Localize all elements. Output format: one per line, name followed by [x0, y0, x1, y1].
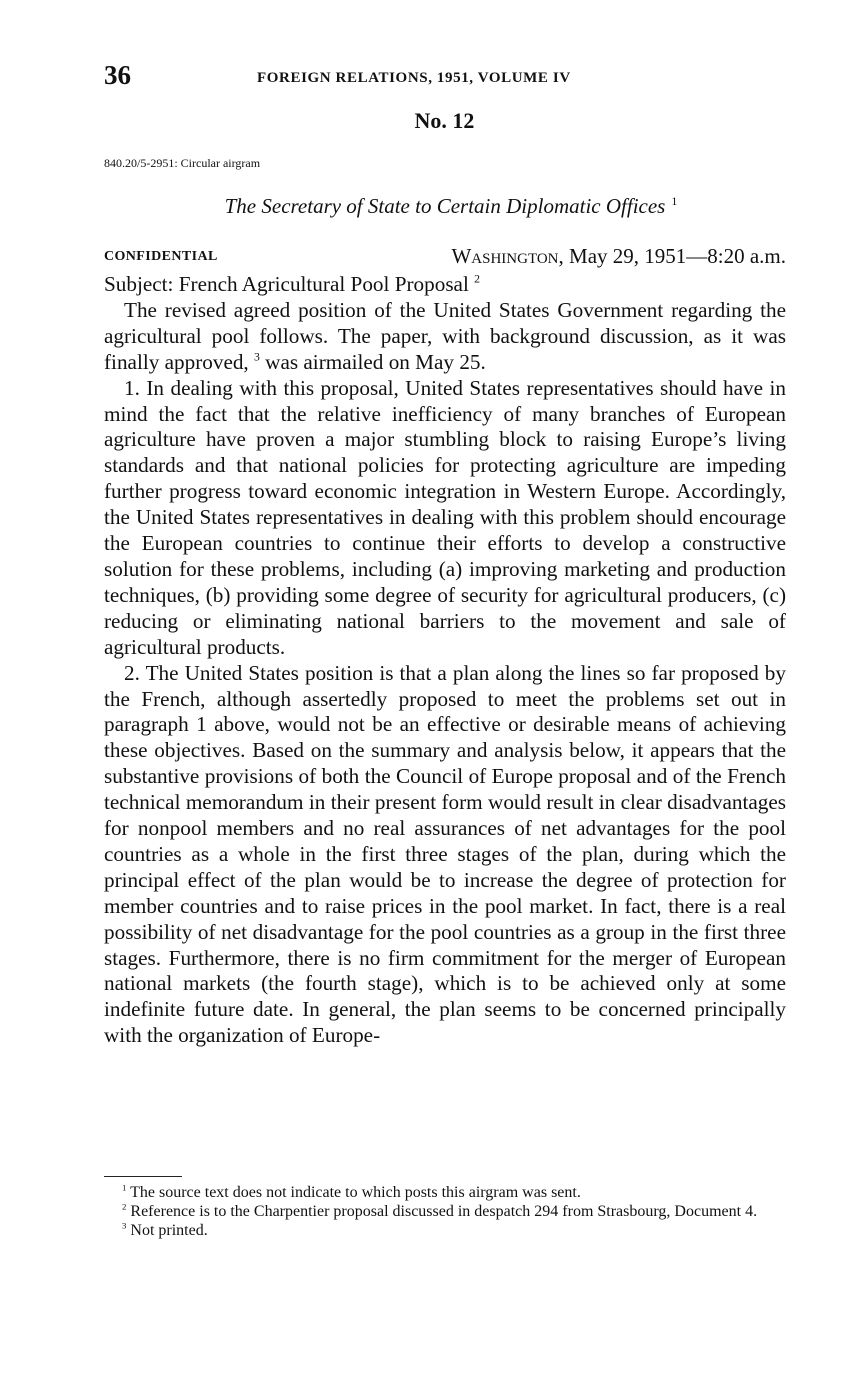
footnote-2-marker: 2 [122, 1201, 127, 1212]
footnote-1-marker: 1 [122, 1182, 127, 1193]
footnote-divider [104, 1176, 182, 1177]
page-header [104, 58, 786, 94]
dateline [451, 242, 786, 270]
subject-text: Subject: French Agricultural Pool Proposal [104, 272, 475, 296]
paragraph-1: 1. In dealing with this proposal, United States representatives should have in mind the fact that the relative inefficiency of many branches of European agriculture have proven a major stumbling block to raising Europe’s living standards and that national policies for protecting agriculture are impeding further progress toward economic integration in Western Europe. Accordingly, the United States representatives in dealing with this problem should encourage the European countries to continue their efforts to develop a constructive solution for these problems, including (a) improving marketing and production techniques, (b) providing some degree of security for agricultural producers, (c) reducing or eliminating national barriers to the movement and sale of agricultural products. [104, 375, 786, 659]
footnote-ref-1: 1 [671, 194, 678, 208]
page-number: 36 [104, 60, 131, 90]
document-title [104, 187, 786, 220]
intro-paragraph [104, 298, 786, 376]
footnote-1-text: The source text does not indicate to which posts this airgram was sent. [126, 1184, 581, 1201]
dateline-place: Washington, [451, 244, 564, 268]
footnote-2-text: Reference is to the Charpentier proposal discussed in despatch 294 from Strasbourg, Document 4. [126, 1203, 758, 1220]
subject-line [104, 272, 786, 298]
footnote-ref-2: 2 [474, 272, 480, 286]
footnote-3-text: Not printed. [126, 1222, 208, 1239]
body-text [104, 272, 786, 1049]
classification-label: CONFIDENTIAL [104, 249, 218, 264]
document-title-text: The Secretary of State to Certain Diplomatic Offices [224, 194, 666, 218]
file-reference: 840.20/5-2951: Circular airgram [104, 156, 261, 170]
running-head: FOREIGN RELATIONS, 1951, VOLUME IV [257, 70, 571, 86]
intro-text-part2: was airmailed on May 25. [259, 349, 486, 374]
footnotes [104, 1183, 786, 1240]
intro-text-part1: The revised agreed position of the United States Government regarding the agricultural pool follows. The paper, with background discussion, as it was finally approved, [104, 297, 786, 374]
dateline-date: May 29, 1951—8:20 a.m. [563, 244, 786, 268]
footnote-3 [104, 1221, 786, 1240]
footnote-ref-3: 3 [254, 349, 260, 363]
document-meta [104, 242, 786, 270]
paragraph-2: 2. The United States position is that a plan along the lines so far proposed by the French, although assertedly proposed to meet the problems set out in paragraph 1 above, would not be an effective or desirable means of achieving these objectives. Based on the summary and analysis below, it appears that the substantive provisions of both the Council of Europe proposal and of the French technical memorandum in their present form would result in clear disadvantages for nonpool members and no real assurances of net advantages for the pool countries as a whole in the first three stages of the plan, during which the principal effect of the plan would be to increase the degree of protection for member countries and to raise prices in the pool market. In fact, there is a real possibility of net disadvantage for the pool countries as a group in the first three stages. Furthermore, there is no firm commitment for the merger of European national markets (the fourth stage), which is to be achieved only at some indefinite future date. In general, the plan seems to be concerned principally with the organization of Europe- [104, 660, 786, 1048]
document-number: No. 12 [414, 108, 475, 133]
footnote-2 [104, 1202, 786, 1221]
footnote-3-marker: 3 [122, 1220, 127, 1231]
footnote-1 [104, 1183, 786, 1202]
